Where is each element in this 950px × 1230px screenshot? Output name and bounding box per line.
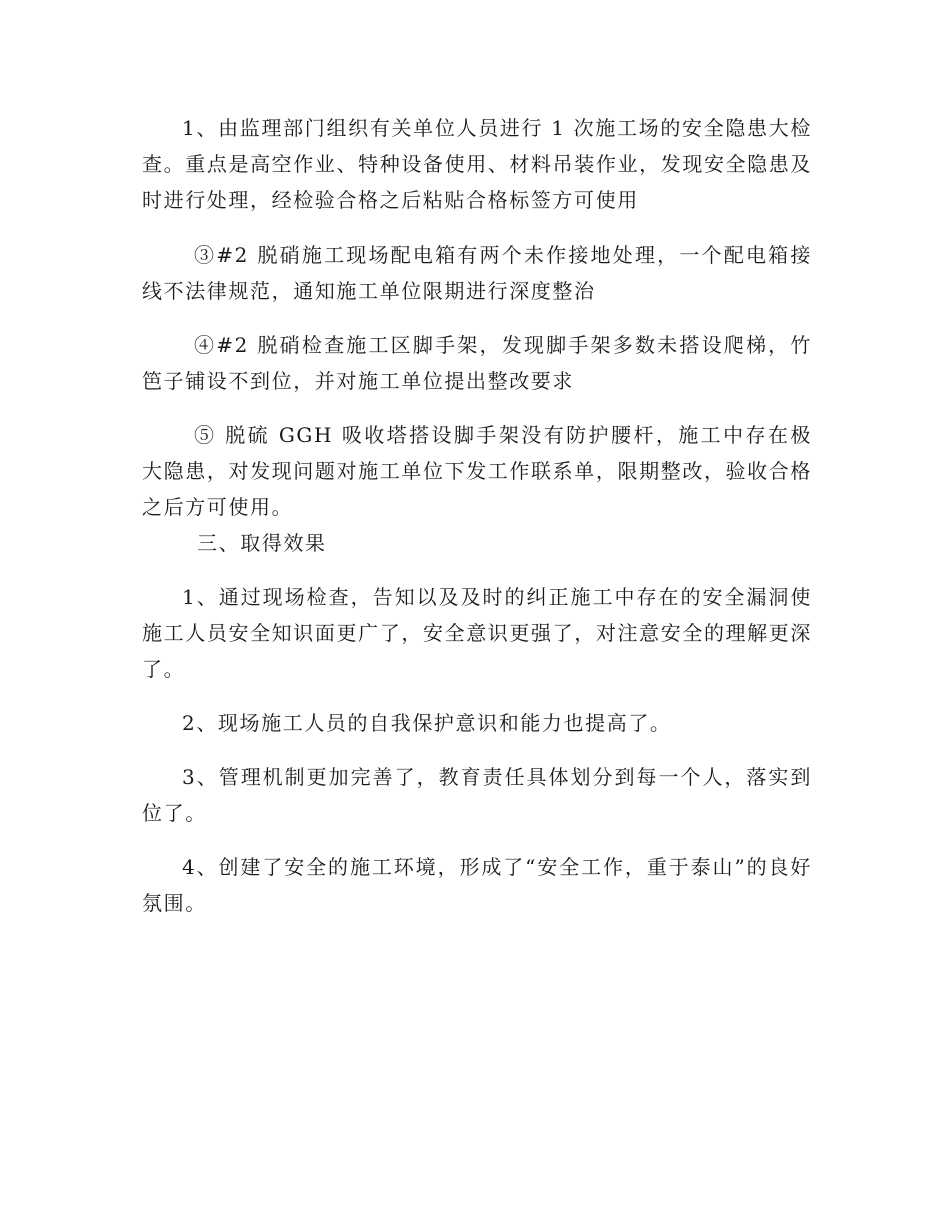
paragraph-result-3: 3、管理机制更加完善了，教育责任具体划分到每一个人，落实到位了。 — [142, 765, 812, 825]
paragraph-item-5-ggh-tower: ⑤ 脱硫 GGH 吸收塔搭设脚手架没有防护腰杆，施工中存在极大隐患，对发现问题对施工单位下发工作联系单，限期整改，验收合格之后方可使用。 — [142, 423, 812, 519]
paragraph-result-4: 4、创建了安全的施工环境，形成了“安全工作，重于泰山”的良好氛围。 — [142, 855, 812, 915]
paragraph-item-4-scaffolding: ④#2 脱硝检查施工区脚手架，发现脚手架多数未搭设爬梯，竹笆子铺设不到位，并对施工单位提出整改要求 — [142, 333, 812, 393]
paragraph-inspection-organization: 1、由监理部门组织有关单位人员进行 1 次施工场的安全隐患大检查。重点是高空作业、特种设备使用、材料吊装作业，发现安全隐患及时进行处理，经检验合格之后粘贴合格标签方可使用 — [142, 116, 812, 212]
paragraph-item-3-distribution-box: ③#2 脱硝施工现场配电箱有两个未作接地处理，一个配电箱接线不法律规范，通知施工单位限期进行深度整治 — [142, 243, 812, 303]
paragraph-result-2: 2、现场施工人员的自我保护意识和能力也提高了。 — [182, 711, 672, 735]
section-heading-results: 三、取得效果 — [197, 531, 327, 555]
document-body — [142, 110, 812, 921]
paragraph-result-1: 1、通过现场检查，告知以及及时的纠正施工中存在的安全漏洞使施工人员安全知识面更广了，安全意识更强了，对注意安全的理解更深了。 — [142, 585, 812, 681]
